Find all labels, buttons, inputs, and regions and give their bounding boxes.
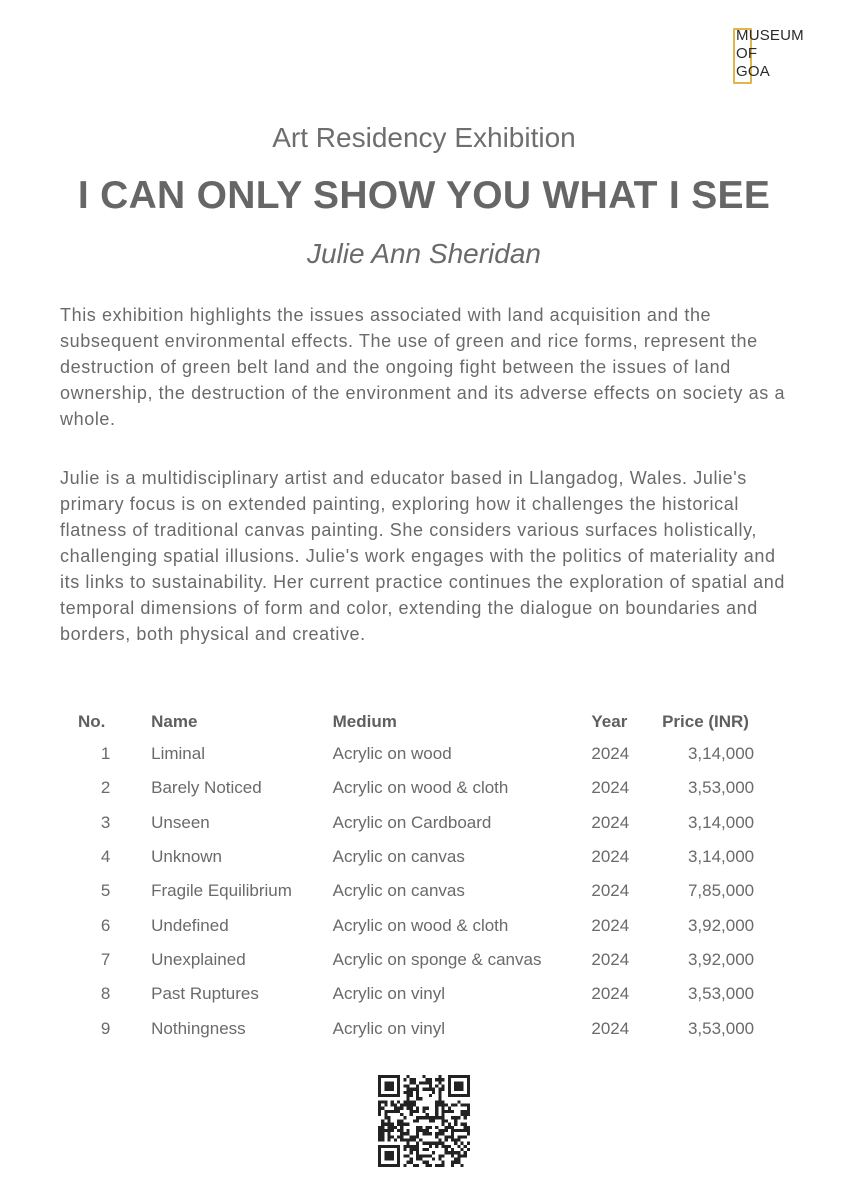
exhibition-title: I CAN ONLY SHOW YOU WHAT I SEE [77,174,771,217]
cell-year: 2024 [591,778,630,798]
table-row [60,874,780,908]
exhibition-description: This exhibition highlights the issues associated with land acquisition and the subsequent environmental effects. The use of green and rice forms, represent the destruction of green belt land and the ongoing fight between the issues of land ownership, the destruction of the environment and its adverse effects on society as a whole. [60,305,786,429]
table-row [60,943,780,977]
cell-year: 2024 [591,949,630,969]
museum-logo [733,27,823,87]
cell-year: 2024 [591,881,630,901]
artist-bio: Julie is a multidisciplinary artist and educator based in Llangadog, Wales. Julie's primary focus is on extended painting, exploring how it challenges the historical flatness of traditional canvas painting. She considers various surfaces holistically, challenging spatial illusions. Julie's work engages with the politics of materiality and its links to sustainability. Her current practice continues the exploration of spatial and temporal dimensions of form and color, extending the dialogue on boundaries and borders, both physical and creative. [60,468,786,644]
table-row [60,1011,780,1045]
table-row [60,737,780,771]
cell-medium: Acrylic on canvas [332,881,465,901]
cell-year: 2024 [591,915,630,935]
cell-no: 6 [100,915,111,935]
table-row [60,840,780,874]
cell-name: Liminal [151,744,205,764]
cell-medium: Acrylic on canvas [332,847,465,867]
cell-no: 2 [100,778,111,798]
cell-no: 4 [100,847,111,867]
cell-name: Barely Noticed [151,778,262,798]
header-no: No. [78,711,106,731]
qr-code-icon[interactable] [378,1075,470,1167]
cell-name: Nothingness [151,1018,246,1038]
cell-name: Fragile Equilibrium [151,881,292,901]
cell-year: 2024 [591,847,630,867]
logo-line-1: MUSEUM [736,27,804,44]
artist-name: Julie Ann Sheridan [306,238,541,269]
cell-medium: Acrylic on vinyl [332,984,446,1004]
table-row [60,977,780,1011]
exhibition-type: Art Residency Exhibition [272,122,576,153]
cell-name: Past Ruptures [151,984,259,1004]
cell-price: 3,53,000 [687,984,755,1004]
cell-year: 2024 [591,1018,630,1038]
cell-price: 3,53,000 [687,1018,755,1038]
cell-price: 3,53,000 [687,778,755,798]
header-year: Year [591,711,628,731]
logo-line-3: GOA [736,63,770,80]
cell-name: Unseen [151,812,210,832]
table-row [60,806,780,840]
cell-name: Unexplained [151,949,246,969]
cell-no: 3 [100,812,111,832]
header-name: Name [151,711,198,731]
header-price: Price (INR) [662,711,749,731]
table-row [60,771,780,805]
cell-medium: Acrylic on Cardboard [332,812,492,832]
cell-price: 3,92,000 [687,949,755,969]
header-medium: Medium [332,711,397,731]
cell-medium: Acrylic on wood & cloth [332,915,509,935]
cell-no: 7 [100,949,111,969]
cell-medium: Acrylic on vinyl [332,1018,446,1038]
cell-price: 3,92,000 [687,915,755,935]
cell-price: 3,14,000 [687,744,755,764]
cell-year: 2024 [591,812,630,832]
cell-year: 2024 [591,984,630,1004]
cell-no: 8 [100,984,111,1004]
cell-price: 3,14,000 [687,812,755,832]
cell-name: Undefined [151,915,229,935]
artworks-table [60,706,780,1046]
cell-price: 7,85,000 [687,881,755,901]
cell-medium: Acrylic on wood & cloth [332,778,509,798]
cell-medium: Acrylic on sponge & canvas [332,949,542,969]
cell-price: 3,14,000 [687,847,755,867]
cell-name: Unknown [151,847,223,867]
logo-line-2: OF [736,45,758,62]
cell-year: 2024 [591,744,630,764]
cell-no: 1 [100,744,111,764]
table-header-row [60,706,780,737]
cell-no: 9 [100,1018,111,1038]
cell-medium: Acrylic on wood [332,744,452,764]
table-row [60,908,780,942]
cell-no: 5 [100,881,111,901]
